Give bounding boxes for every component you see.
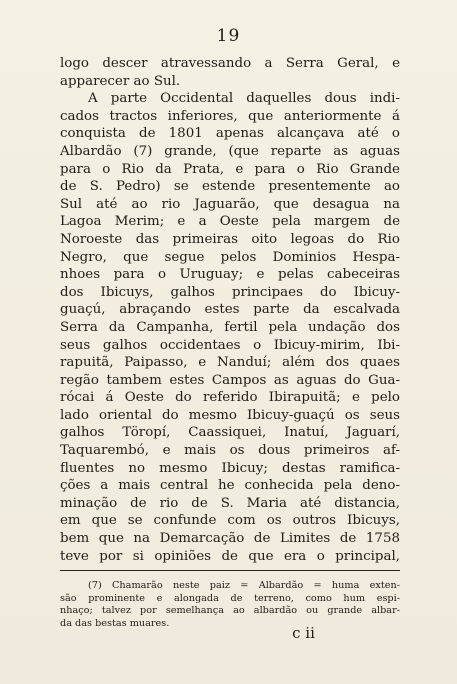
body-line: conquista de 1801 apenas alcançava até o	[60, 126, 400, 142]
footnote	[60, 580, 400, 630]
body-line: galhos Töropí, Caassiquei, Inatuí, Jaguarí,	[60, 425, 400, 441]
body-line: fluentes no mesmo Ibicuy; destas ramifica-	[60, 460, 400, 476]
body-line: dos Ibicuys, galhos principaes do Ibicuy-	[60, 284, 400, 300]
body-line: guaçú, abraçando estes parte da escalvada	[60, 302, 400, 318]
body-line: bem que na Demarcação de Limites de 1758	[60, 531, 400, 547]
body-line: nhoes para o Uruguay; e pelas cabeceiras	[60, 267, 400, 283]
body-line: teve por si opiniões de que era o principal,	[60, 548, 400, 564]
signature-mark: c ii	[292, 624, 315, 642]
body-line: Negro, que segue pelos Dominios Hespa-	[60, 249, 400, 265]
body-line: minação de rio de S. Maria até distancia,	[60, 495, 400, 511]
body-line: Sul até ao rio Jaguarão, que desagua na	[60, 196, 400, 212]
body-line: ções a mais central he conhecida pela deno-	[60, 478, 400, 494]
body-line: de S. Pedro) se estende presentemente ao	[60, 179, 400, 195]
body-line: cados tractos inferiores, que anteriormente á	[60, 108, 400, 124]
body-line: logo descer atravessando a Serra Geral, e	[60, 56, 400, 71]
body-text	[60, 55, 400, 565]
body-line: lado oriental do mesmo Ibicuy-guaçú os seus	[60, 407, 400, 423]
body-line: Albardão (7) grande, (que reparte as aguas	[60, 143, 400, 159]
page-number: 19	[216, 26, 241, 46]
body-line: Serra da Campanha, fertil pela undação dos	[60, 319, 400, 335]
body-line: regão tambem estes Campos as aguas do Gua-	[60, 372, 400, 388]
footnote-line: são prominente e alongada de terreno, como hum espi-	[60, 592, 400, 604]
footnote-rule	[60, 570, 400, 571]
footnote-line: (7) Chamarão neste paiz = Albardão = huma exten-	[88, 580, 400, 591]
body-line: rapuitã, Paipasso, e Nanduí; além dos quaes	[60, 355, 400, 371]
body-line: A parte Occidental daquelles dous indi-	[88, 91, 400, 107]
footnote-line: da das bestas muares.	[60, 617, 170, 629]
body-line: rócai á Oeste do referido Ibirapuitã; e pelo	[60, 390, 400, 406]
body-line: seus galhos occidentaes o Ibicuy-mirim, Ibi-	[60, 337, 400, 353]
body-line: Taquarembó, e mais os dous primeiros af-	[60, 443, 400, 459]
body-line: Noroeste das primeiras oito legoas do Rio	[60, 231, 400, 247]
body-line: para o Rio da Prata, e para o Rio Grande	[60, 161, 400, 177]
body-line: em que se confunde com os outros Ibicuys,	[60, 513, 400, 529]
body-line: Lagoa Merim; e a Oeste pela margem de	[60, 214, 400, 230]
body-line: apparecer ao Sul.	[60, 73, 181, 89]
footnote-line: nhaço; talvez por semelhança ao albardão ou grande albar-	[60, 605, 400, 617]
